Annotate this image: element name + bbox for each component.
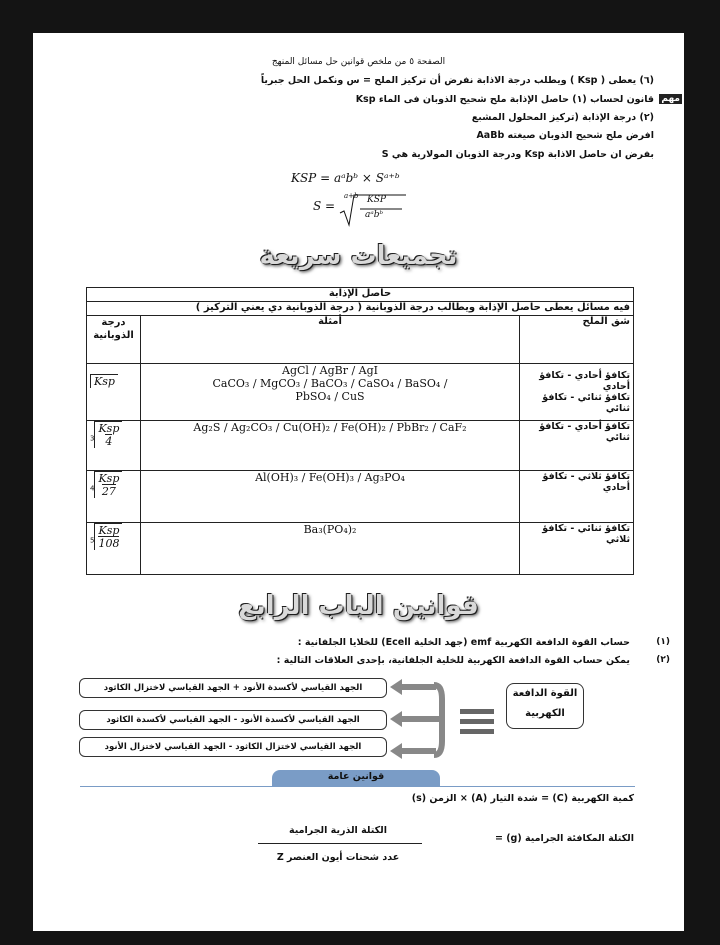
fraction-bar [258, 843, 422, 844]
col-solubility: درجة الذوبانية [87, 316, 141, 364]
item2-text: يمكن حساب القوة الدافعة الكهربية للخلية الجلفانية، بإحدى العلاقات التالية : [276, 655, 630, 666]
salt-line: تكافؤ ثنائي - تكافؤ ثلاثي [542, 523, 631, 545]
examples-cell [141, 421, 520, 471]
radicand: Ksp [98, 472, 120, 485]
salt-line: تكافؤ أحادي - تكافؤ أحادي [539, 370, 631, 392]
general-laws-title: قوانين عامة [327, 771, 385, 782]
s-label: S = [313, 199, 336, 213]
example-line: AgCl / AgBr / AgI [282, 364, 378, 377]
example-line: CaCO₃ / MgCO₃ / BaCO₃ / CaSO₄ / BaSO₄ / [212, 377, 448, 390]
examples-cell [141, 471, 520, 523]
salt-line: تكافؤ ثلاثي - تكافؤ أحادي [542, 471, 631, 493]
example-line: Ag₂S / Ag₂CO₃ / Cu(OH)₂ / Fe(OH)₂ / PbBr₂ / CaF₂ [193, 421, 467, 434]
banner-chapter-four: قوانين الباب الرابع [238, 591, 479, 621]
eq-mass-denominator: عدد شحنات أيون العنصر Z [276, 852, 400, 863]
line-ksp: قانون لحساب (١) حاصل الإذابة ملح شحيح الذوبان فى الماء Ksp [355, 94, 654, 105]
examples-cell [141, 364, 520, 421]
section-divider [80, 786, 635, 787]
example-line: Ba₃(PO₄)₂ [303, 523, 357, 536]
table-row [87, 364, 634, 421]
solubility-cell [87, 364, 141, 421]
root-index: 4 [90, 484, 95, 493]
examples-cell [141, 523, 520, 575]
example-line: Al(OH)₃ / Fe(OH)₃ / Ag₃PO₄ [255, 471, 405, 484]
ksp-table [86, 287, 634, 575]
solubility-cell [87, 471, 141, 523]
salt-cell [520, 421, 634, 471]
radical-denominator: 108 [98, 537, 120, 550]
radicand: Ksp [98, 422, 120, 435]
item1-number: (١) [656, 637, 670, 647]
col-salt: شق الملح [520, 316, 634, 364]
salt-line: تكافؤ ثنائي - تكافؤ ثنائي [542, 392, 631, 414]
salt-cell [520, 471, 634, 523]
relation-box-2: الجهد القياسي لأكسدة الأنود - الجهد القياسي لأكسدة الكاثود [79, 710, 387, 730]
radical-denominator: aᵃbᵇ [365, 210, 384, 220]
solubility-cell [87, 421, 141, 471]
arrows-graphic [386, 675, 506, 765]
radical: Ksp [90, 374, 118, 388]
banner-quick-collections: تجميعات سريعة [259, 241, 458, 271]
solubility-cell [87, 523, 141, 575]
radicand: Ksp [98, 524, 120, 537]
table-title: حاصل الإذابة [87, 288, 634, 302]
radical-denominator: 4 [105, 435, 113, 448]
item1-text: حساب القوة الدافعة الكهربية emf (جهد الخلية Ecell) للخلايا الجلفانية : [297, 637, 630, 648]
radical-denominator: 27 [101, 485, 116, 498]
salt-cell [520, 523, 634, 575]
emf-label-box [506, 683, 584, 729]
root-index: 5 [90, 536, 95, 545]
charge-law: كمية الكهربية (C) = شدة التيار (A) × الزمن (s) [411, 793, 634, 804]
table-row [87, 421, 634, 471]
example-line: PbSO₄ / CuS [295, 390, 365, 403]
salt-cell [520, 364, 634, 421]
relation-box-3: الجهد القياسي لاختزال الكاثود - الجهد القياسي لاختزال الأنود [79, 737, 387, 757]
salt-line: تكافؤ أحادي - تكافؤ ثنائي [539, 421, 631, 443]
radical-numerator: KSP [367, 195, 386, 205]
table-subtitle: فيه مسائل يعطى حاصل الإذابة ويطالب درجة الذوبانية ( درجة الذوبانية دي يعني التركيز ) [87, 302, 634, 316]
table-row [87, 471, 634, 523]
item2-number: (٢) [656, 655, 670, 665]
line-6: (٦) يعطى ( Ksp ) ويطلب درجة الاذابة نفرض أن تركيز الملح = س ونكمل الحل جبرياً [260, 75, 654, 86]
relation-box-1: الجهد القياسي لأكسدة الأنود + الجهد القياسي لاختزال الكاثود [79, 678, 387, 698]
eq-mass-numerator: الكتلة الذرية الجرامية [289, 825, 387, 836]
table-row [87, 523, 634, 575]
ksp-equation: KSP = aᵃbᵇ × Sᵃ⁺ᵇ [291, 171, 400, 185]
eq-mass-label: الكتلة المكافئة الجرامية (g) = [494, 833, 634, 844]
page-header: الصفحة ٥ من ملخص قوانين حل مسائل المنهج [271, 57, 446, 67]
line-assume: بفرض ان حاصل الاذابة Ksp ودرجة الذوبان المولارية هي S [381, 149, 654, 160]
emf-label-line-2: الكهربية [525, 708, 565, 719]
line-formula: افرض ملح شحيح الذوبان صيغته AaBb [476, 130, 654, 141]
emf-label-line-1: القوة الدافعة [512, 688, 578, 699]
line-solubility: (٢) درجة الإذابة (تركيز المحلول المشبع [471, 112, 654, 123]
document-page [33, 33, 684, 931]
col-examples: أمثلة [141, 316, 520, 364]
root-index: a+b [344, 192, 359, 200]
important-label: مهم [661, 94, 680, 104]
root-index: 3 [90, 434, 95, 443]
